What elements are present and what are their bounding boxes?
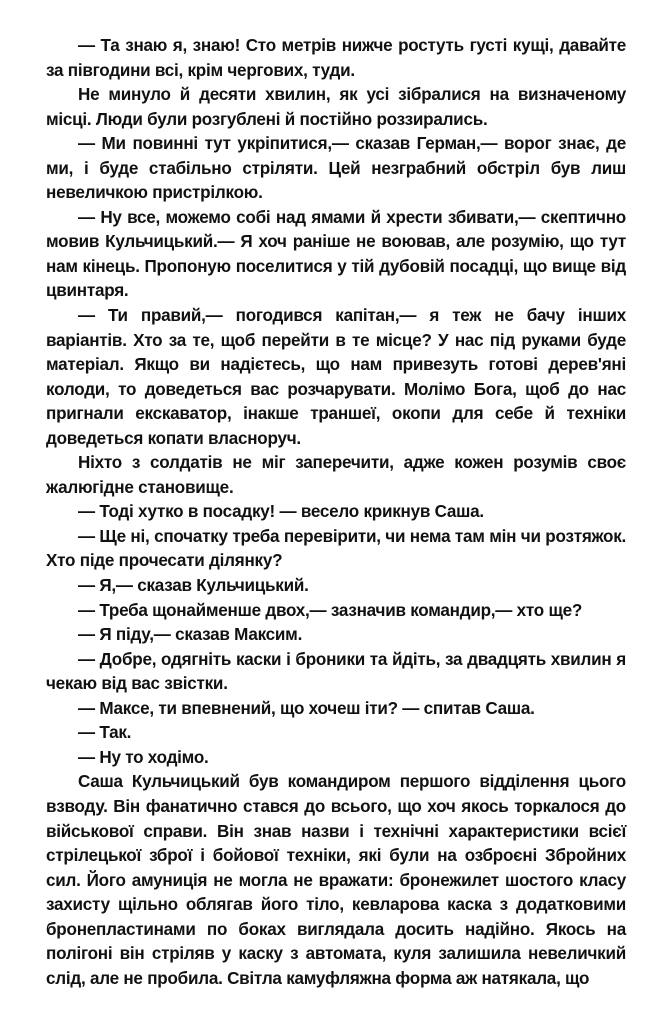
paragraph-6: Ніхто з солдатів не міг заперечити, адже кожен розумів своє жалюгідне становище.: [46, 453, 626, 497]
paragraph-15: — Ну то ходімо.: [78, 747, 209, 767]
paragraph-8: — Ще ні, спочатку треба перевірити, чи нема там мін чи розтяжок. Хто піде прочесати ділянку?: [46, 526, 626, 571]
paragraph-2: Не минуло й десяти хвилин, як усі зібралися на визначеному місці. Люди були розгублені й постійно роззирались.: [46, 85, 626, 129]
paragraph-7: — Тоді хутко в посадку! — весело крикнув Саша.: [78, 502, 484, 522]
paragraph-3: — Ми повинні тут укріпитися,— сказав Герман,— ворог знає, де ми, і буде стабільно стріляти. Цей незграбний обстріл був лиш невеличкою пристрілкою.: [46, 134, 626, 203]
paragraph-10: — Треба щонайменше двох,— зазначив командир,— хто ще?: [78, 600, 583, 620]
paragraph-14: — Так.: [78, 723, 132, 743]
paragraph-16: Саша Кульчицький був командиром першого відділення цього взводу. Він фанатично стався до всього, що хоч якось торкалося до військової справи. Він знав назви і технічні характеристики всієї стрілецької зброї і бойової техніки, які були на озброєні Збройних сил. Його амуниція не могла не вражати: бронежилет шостого класу захисту щільно облягав його тіло, кевларова каска з додатковими бронепластинами по боках виглядала досить надійно. Якось на полігоні він стріляв у каску з автомата, куля залишила невеличкий слід, але не пробила. Світла камуфляжна форма аж натякала, що: [46, 772, 626, 988]
paragraph-11: — Я піду,— сказав Максим.: [78, 625, 303, 645]
paragraph-13: — Максе, ти впевнений, що хочеш іти? — спитав Саша.: [78, 698, 535, 718]
book-page: [46, 34, 626, 991]
paragraph-12: — Добре, одягніть каски і броники та йдіть, за двадцять хвилин я чекаю від вас звістки.: [46, 649, 626, 694]
paragraph-9: — Я,— сказав Кульчицький.: [78, 576, 309, 596]
paragraph-1: — Та знаю я, знаю! Сто метрів нижче ростуть густі кущі, давайте за півгодини всі, крім чергових, туди.: [46, 36, 626, 80]
paragraph-5: — Ти правий,— погодився капітан,— я теж не бачу інших варіантів. Хто за те, щоб перейти в те місце? У нас під руками буде матеріал. Якщо ви надієтесь, що нам привезуть готові дерев'яні колоди, то доведеться вас розчарувати. Молімо Бога, щоб до нас пригнали екскаватор, інакше траншеї, окопи для себе й техніки доведеться копати власноруч.: [46, 306, 626, 448]
paragraph-4: — Ну все, можемо собі над ямами й хрести збивати,— скептично мовив Кульчицький.— Я хоч раніше не воював, але розумію, що тут нам кінець. Пропоную поселитися у тій дубовій посадці, що вище від цвинтаря.: [46, 207, 626, 301]
